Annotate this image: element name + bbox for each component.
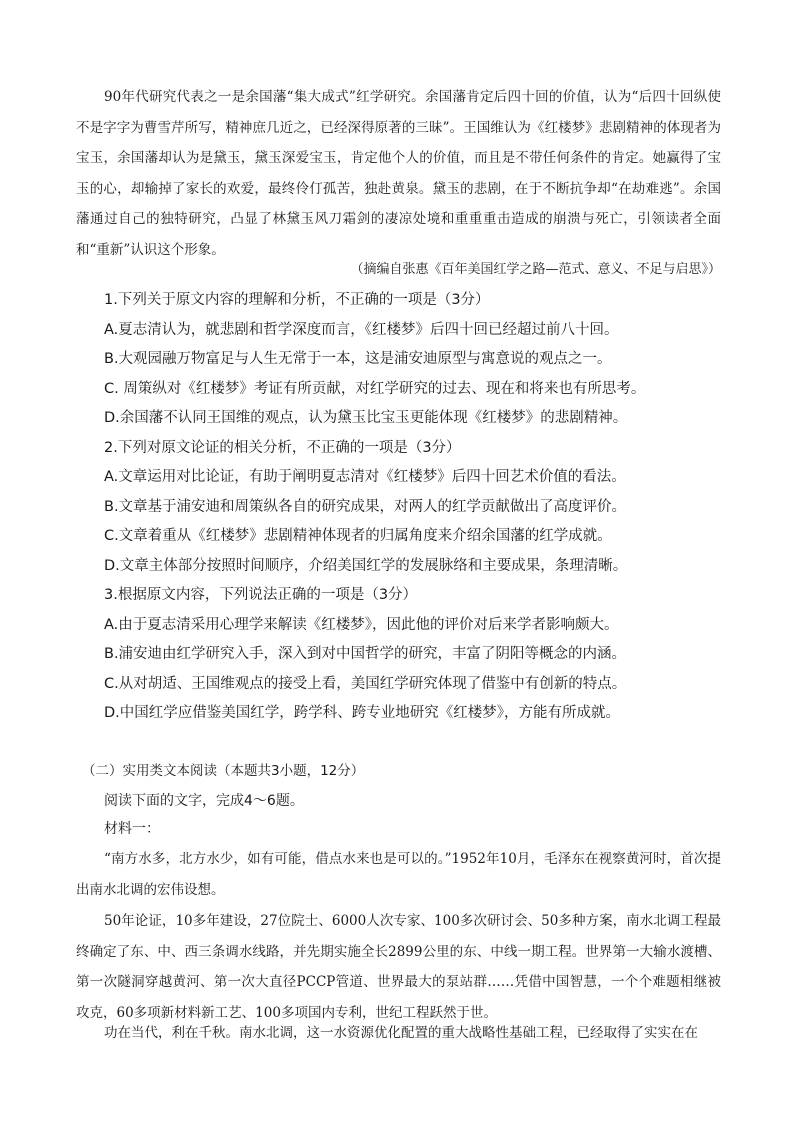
question-1-option-c: C. 周策纵对《红楼梦》考证有所贡献，对红学研究的过去、现在和将来也有所思考。 (104, 380, 646, 397)
question-3-option-a: A.由于夏志清采用心理学来解读《红楼梦》，因此他的评价对后来学者影响颇大。 (104, 616, 619, 633)
reading-instruction: 阅读下面的文字，完成4～6题。 (104, 793, 304, 809)
question-3-stem: 3.根据原文内容，下列说法正确的一项是（3分） (104, 587, 418, 603)
question-2-option-d: D.文章主体部分按照时间顺序，介绍美国红学的发展脉络和主要成果，条理清晰。 (104, 557, 628, 574)
source-citation: （摘编自张惠《百年美国红学之路—范式、意义、不足与启思》） (350, 262, 721, 277)
question-1-option-d: D.余国藩不认同王国维的观点，认为黛玉比宝玉更能体现《红楼梦》的悲剧精神。 (104, 410, 628, 426)
question-3-option-b: B.浦安迪由红学研究入手，深入到对中国哲学的研究，丰富了阴阳等概念的内涵。 (104, 646, 627, 662)
section-heading: （二）实用类文本阅读（本题共3小题，12分） (82, 763, 365, 779)
question-2-option-b: B.文章基于浦安迪和周策纵各自的研究成果，对两人的红学贡献做出了高度评价。 (104, 498, 627, 515)
material-label: 材料一： (104, 821, 160, 837)
question-2-stem: 2.下列对原文论证的相关分析，不正确的一项是（3分） (104, 439, 461, 456)
question-3-option-c: C.从对胡适、王国维观点的接受上看，美国红学研究体现了借鉴中有创新的特点。 (104, 675, 627, 692)
material-paragraph-2: 50年论证，10多年建设，27位院士、6000人次专家、100多次研讨会、50多种方案，南水北调工程最终确定了东、中、西三条调水线路，并先期实施全长2899公里的东、中线一期工程。世界第一大输水渡槽、第一次隧洞穿越黄河、第一次大直径PCCP管道、世界最大的泵站群……凭借中国智慧，一个个难题相继被攻克，60多项新材料新工艺、100多项国内专利，世纪工程跃然于世。 (76, 913, 721, 1021)
question-1-stem: 1.下列关于原文内容的理解和分析，不正确的一项是（3分） (104, 292, 490, 308)
passage-paragraph: 90年代研究代表之一是余国藩“集大成式”红学研究。余国藩肯定后四十回的价值，认为“后四十回纵使不是字字为曹雪芹所写，精神庶几近之，已经深得原著的三昧”。王国维认为《红楼梦》悲剧精神的体现者为宝玉，余国藩却认为是黛玉，黛玉深爱宝玉，肯定他个人的价值，而且是不带任何条件的肯定。她赢得了宝玉的心，却输掉了家长的欢爱，最终伶仃孤苦，独赴黄泉。黛玉的悲剧，在于不断抗争却“在劫难逃”。余国藩通过自己的独特研究，凸显了林黛玉风刀霜剑的凄凉处境和重重重击造成的崩溃与死亡，引领读者全面和“重新”认识这个形象。 (76, 89, 721, 258)
question-list (104, 286, 724, 729)
question-2-option-c: C.文章着重从《红楼梦》悲剧精神体现者的归属角度来介绍余国藩的红学成就。 (104, 528, 612, 544)
question-3-option-d: D.中国红学应借鉴美国红学，跨学科、跨专业地研究《红楼梦》，方能有所成就。 (104, 705, 621, 721)
question-1-option-a: A.夏志清认为，就悲剧和哲学深度而言，《红楼梦》后四十回已经超过前八十回。 (104, 321, 619, 338)
question-2-option-a: A.文章运用对比论证，有助于阐明夏志清对《红楼梦》后四十回艺术价值的看法。 (104, 469, 626, 485)
material-paragraph-1: “南方水多，北方水少，如有可能，借点水来也是可以的。”1952年10月，毛泽东在视察黄河时，首次提出南水北调的宏伟设想。 (76, 851, 721, 898)
question-1-option-b: B.大观园融万物富足与人生无常于一本，这是浦安迪原型与寓意说的观点之一。 (104, 351, 612, 367)
material-paragraph-3: 功在当代，利在千秋。南水北调，这一水资源优化配置的重大战略性基础工程，已经取得了实实在在 (104, 1025, 698, 1041)
